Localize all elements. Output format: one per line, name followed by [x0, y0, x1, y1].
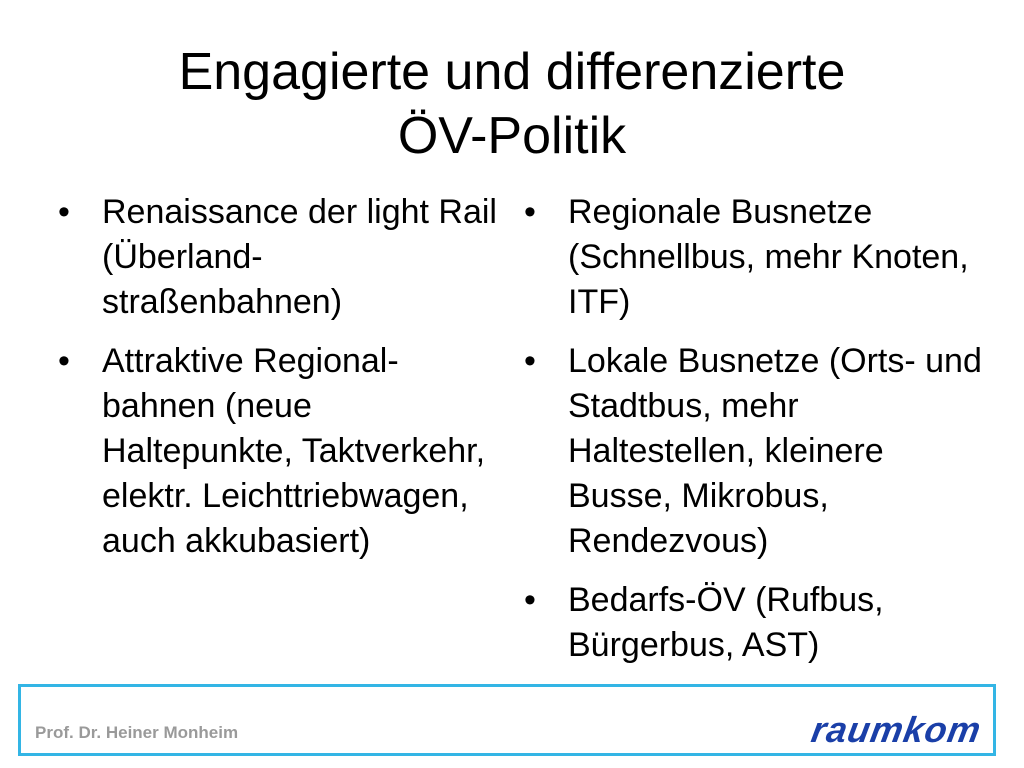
- list-item-text: Regionale Busnetze (Schnellbus, mehr Knoten, ITF): [568, 193, 969, 321]
- footer-bar: [18, 684, 996, 756]
- bullet-icon: •: [58, 342, 70, 380]
- bullet-icon: •: [524, 342, 536, 380]
- bullet-icon: •: [524, 581, 536, 619]
- list-item-text: Attraktive Regional-bahnen (neue Haltepunkte, Taktverkehr, elektr. Leichttriebwagen, auch akkubasiert): [102, 342, 486, 560]
- bullet-icon: •: [58, 193, 70, 231]
- list-item: [524, 190, 994, 325]
- left-bullet-list: [58, 190, 498, 578]
- slide-title-line-2: ÖV-Politik: [397, 107, 627, 165]
- bullet-icon: •: [524, 193, 536, 231]
- list-item-text: Lokale Busnetze (Orts- und Stadtbus, mehr Haltestellen, kleinere Busse, Mikrobus, Rendezvous): [568, 342, 982, 560]
- list-item: [524, 578, 994, 668]
- list-item: [58, 190, 498, 325]
- list-item: [58, 339, 498, 564]
- slide-title-line-1: Engagierte und differenzierte: [178, 43, 846, 101]
- raumkom-logo: raumkom: [808, 709, 985, 750]
- list-item: [524, 339, 994, 564]
- list-item-text: Bedarfs-ÖV (Rufbus, Bürgerbus, AST): [568, 581, 884, 664]
- footer-author: Prof. Dr. Heiner Monheim: [35, 723, 239, 742]
- right-bullet-list: [524, 190, 994, 682]
- slide-title: [40, 40, 984, 168]
- list-item-text: Renaissance der light Rail (Überland-straßenbahnen): [102, 193, 497, 321]
